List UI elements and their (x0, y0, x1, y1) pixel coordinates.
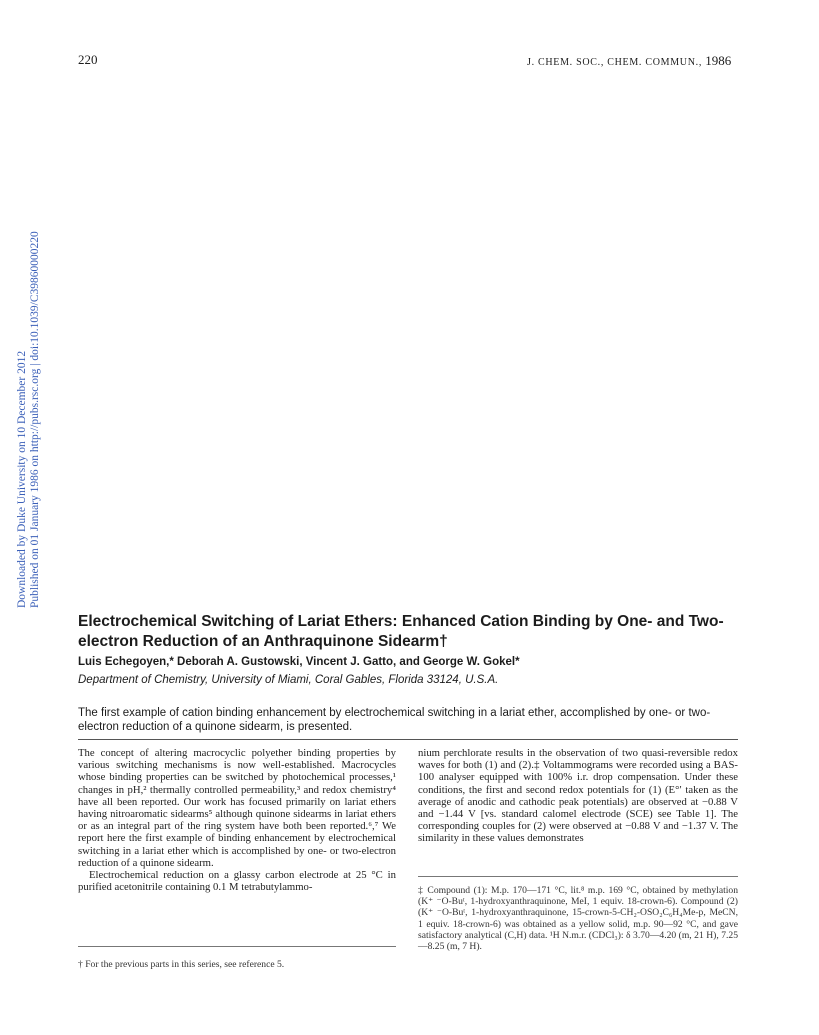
page-number: 220 (78, 52, 98, 67)
journal-header (527, 53, 731, 69)
abstract-divider (78, 739, 738, 740)
article-abstract: The first example of cation binding enhancement by electrochemical switching in a lariat ether, accomplished by one- or two-electron reduction of a quinone sidearm, is presented. (78, 707, 711, 733)
footnote-double-dagger: ‡ Compound (1): M.p. 170—171 °C, lit.⁸ m.p. 169 °C, obtained by methylation (K⁺ ⁻O-Buᵗ, 1-hydroxyanthraquinone, MeI, 1 equiv. 18-crown-6). Compound (2) (K⁺ ⁻O-Buᵗ, 1-hydroxyanthraquinone, 15-crown-5-CH₂-OSO₂C₆H₄Me-p, MeCN, 1 equiv. 18-crown-6) was obtained as a yellow solid, m.p. 90—92 °C, and gave satisfactory analytical (C,H) data. ¹H N.m.r. (CDCl₃): δ 3.70—4.20 (m, 21 H), 7.25—8.25 (m, 7 H). (418, 885, 738, 953)
footnote-divider-left (78, 946, 396, 947)
download-stamp-line1[interactable]: Downloaded by Duke University on 10 December 2012 (16, 350, 28, 608)
journal-year: 1986 (705, 53, 732, 68)
download-stamp-line2[interactable]: Published on 01 January 1986 on http://pubs.rsc.org | doi:10.1039/C39860000220 (29, 231, 41, 608)
body-paragraph: The concept of altering macrocyclic polyether binding properties by various switching mechanisms is now well-established. Macrocycles whose binding properties can be switched by photochemical processes,¹ changes in pH,² thermally controlled permeability,³ and redox chemistry⁴ have all been reported. Our work has focused primarily on lariat ethers having nitroaromatic sidearms⁵ although quinone sidearms in lariat ethers or as an integral part of the ring system have both been reported.⁶,⁷ We report here the first example of binding enhancement by electrochemical switching in a lariat ether which is accomplished by one- or two-electron reduction of a quinone sidearm. (78, 747, 396, 869)
article-authors: Luis Echegoyen,* Deborah A. Gustowski, Vincent J. Gatto, and George W. Gokel* (78, 656, 520, 668)
body-left-column (78, 747, 396, 893)
body-right-column (418, 747, 738, 845)
article-affiliation: Department of Chemistry, University of Miami, Coral Gables, Florida 33124, U.S.A. (78, 674, 499, 686)
body-paragraph: nium perchlorate results in the observation of two quasi-reversible redox waves for both (1) and (2).‡ Voltammograms were recorded using a BAS-100 analyser equipped with 100% i.r. drop compensation. Under these conditions, the first and second redox potentials for (1) (E°′ taken as the average of anodic and cathodic peak potentials) are observed at −0.88 V and −1.44 V [vs. standard calomel electrode (SCE) see Table 1]. The corresponding couples for (2) were observed at −0.88 V and −1.37 V. The similarity in these values demonstrates (418, 747, 738, 845)
body-paragraph: Electrochemical reduction on a glassy carbon electrode at 25 °C in purified acetonitrile containing 0.1 M tetrabutylammo- (78, 869, 396, 894)
article-title: Electrochemical Switching of Lariat Ethers: Enhanced Cation Binding by One- and Two-electron Reduction of an Anthraquinone Sidearm† (78, 613, 724, 650)
journal-name: J. CHEM. SOC., CHEM. COMMUN., (527, 57, 703, 68)
footnote-dagger: † For the previous parts in this series, see reference 5. (78, 959, 285, 970)
footnote-divider-right (418, 876, 738, 877)
